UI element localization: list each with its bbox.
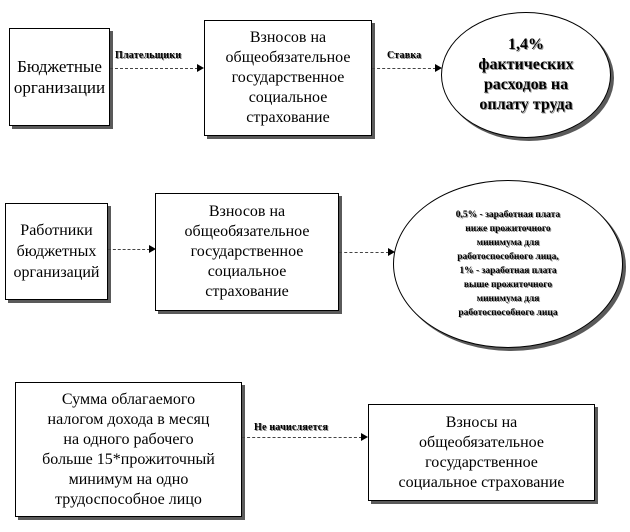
arrow-not-charged-head [361,433,368,441]
contributions-box-2 [155,193,339,311]
connector-not-charged [242,437,362,438]
contributions-box-1 [204,20,372,136]
taxable-income-text: Сумма облагаемого налогом дохода в месяц на одного рабочего больше 15*прожиточный минимум на одно трудоспособное лицо [42,390,215,508]
rate-ellipse-2-text: 0,5% - заработная плата ниже прожиточного минимума для работоспособного лица, 1% - заработная плата выше прожиточного минимума для работоспособного лица [455,210,561,318]
taxable-income-box [15,382,242,517]
budget-employees-box [5,203,108,300]
rate-ellipse-2 [393,180,623,348]
budget-organizations-text: Бюджетные организации [13,57,106,97]
budget-employees-text: Работники бюджетных организаций [13,222,100,281]
connector-payers [110,68,198,69]
rate-ellipse-1-text: 1,4% фактических расходов на оплату труда [478,36,574,113]
connector-rate [372,68,436,69]
contributions-text-2: Взносов на общеобязательное государственное социальное страхование [184,203,310,300]
label-payers: Плательщики [115,50,182,61]
contributions-text-1: Взносов на общеобязательное государственное социальное страхование [225,29,351,126]
connector-rate-2 [339,252,389,253]
arrow-payers-head [197,64,204,72]
rate-ellipse-1 [441,12,611,138]
budget-organizations-box [9,28,110,126]
label-rate: Ставка [387,50,422,61]
label-not-charged: Не начисляется [254,422,329,433]
connector-employees [108,249,150,250]
contributions-box-3 [368,404,595,501]
contributions-text-3: Взносы на общеобязательное государственное социальное страхование [398,413,565,491]
